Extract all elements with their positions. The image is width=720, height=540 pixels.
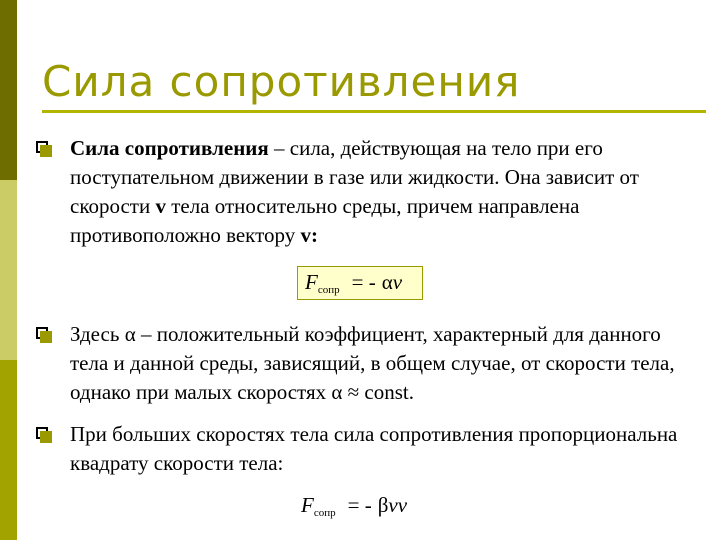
coef-text-2: – положительный коэффициент, характерный для данного тела и данной среды, зависящий, в общем случае, от скорости тела, однако при малых скоростях — [70, 322, 675, 404]
bullet-square-icon — [36, 141, 48, 153]
formula-linear-drag — [297, 266, 423, 300]
force-subscript: сопр — [317, 284, 340, 296]
formula-quadratic-drag — [301, 493, 407, 519]
bullet-definition — [70, 134, 695, 250]
title-underline — [42, 110, 706, 113]
velocity-vector-symbol: v: — [300, 223, 318, 247]
slide-title: Сила сопротивления — [42, 57, 521, 106]
definition-text-2: тела относительно среды, причем направлена противоположно вектору — [70, 194, 580, 247]
velocity-symbol: v — [392, 270, 403, 294]
alpha-symbol: α — [124, 322, 136, 346]
bullet-coefficient — [70, 320, 695, 407]
beta-symbol: β — [377, 493, 389, 517]
side-bar-light — [0, 180, 17, 360]
bullet-square-icon — [36, 427, 48, 439]
side-bar-mid — [0, 360, 17, 540]
term-bold: Сила сопротивления — [70, 136, 269, 160]
bullet-high-speed: При больших скоростях тела сила сопротивления пропорциональна квадрату скорости тела: — [70, 422, 678, 475]
equals-minus: = - — [351, 270, 376, 294]
force-symbol: F — [301, 493, 314, 517]
definition-text-1: – сила, действующая на тело при его поступательном движении в газе или жидкости. Она зависит от скорости — [70, 136, 639, 218]
equals-minus: = - — [347, 493, 372, 517]
approx-const: ≈ const. — [342, 380, 414, 404]
side-bar-dark — [0, 0, 17, 180]
bullet-square-icon — [36, 327, 48, 339]
force-symbol: F — [305, 270, 318, 294]
force-subscript: сопр — [313, 507, 336, 519]
velocity-squared-symbol: vv — [388, 493, 408, 517]
alpha-symbol: α — [331, 380, 343, 404]
alpha-symbol: α — [381, 270, 393, 294]
coef-text-1: Здесь — [70, 322, 125, 346]
velocity-symbol: v — [155, 194, 166, 218]
